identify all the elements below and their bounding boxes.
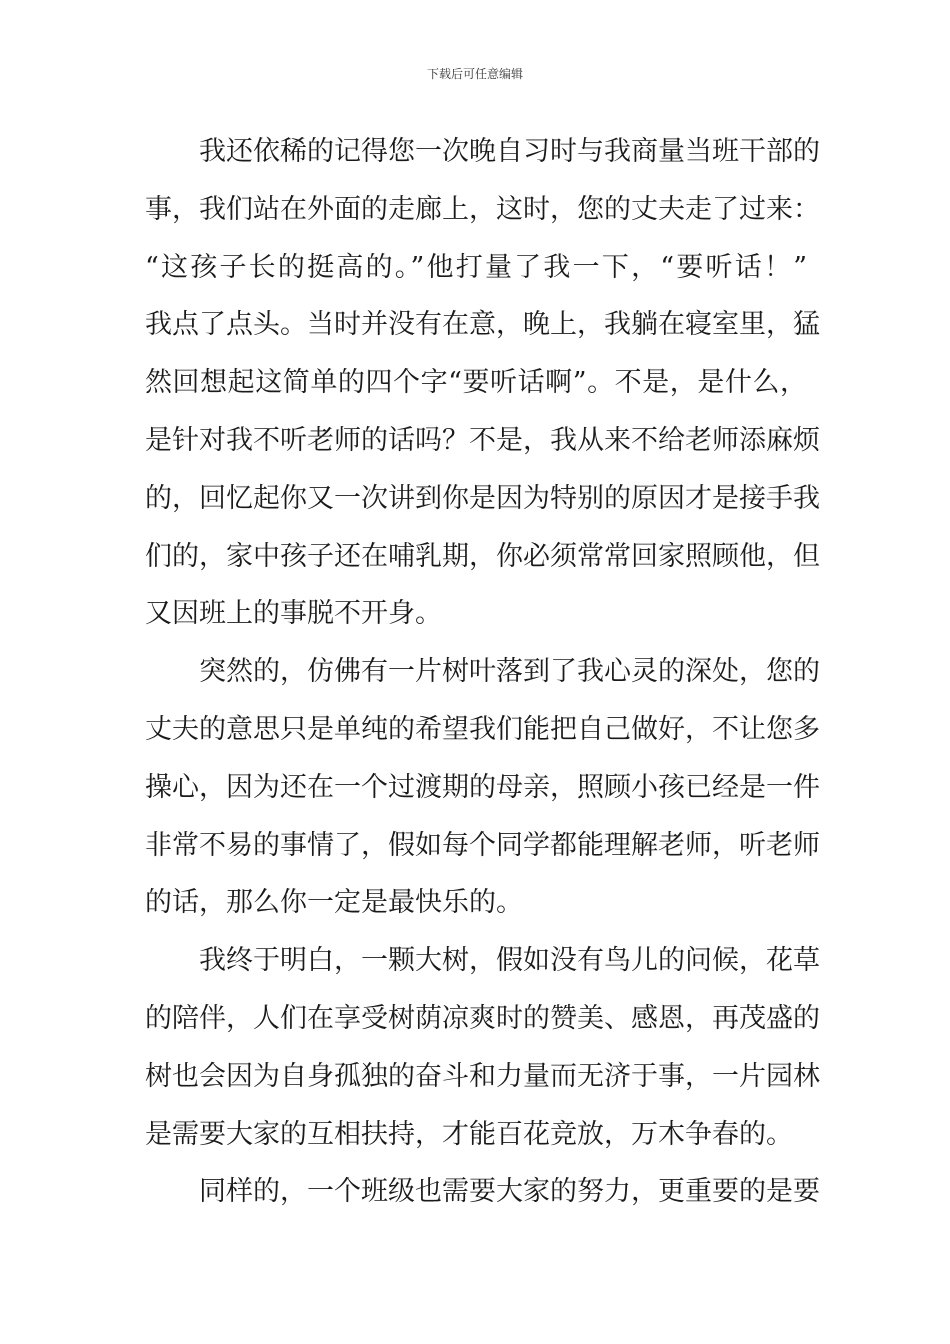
text-line: 是需要大家的互相扶持，才能百花竞放，万木争春的。 (145, 1118, 793, 1150)
text-line: 突然的，仿佛有一片树叶落到了我心灵的深处，您的 (199, 656, 820, 688)
text-line: 我终于明白，一颗大树，假如没有鸟儿的问候，花草 (199, 945, 820, 977)
text-line: 的话，那么你一定是最快乐的。 (145, 887, 523, 919)
text-line: 我还依稀的记得您一次晚自习时与我商量当班干部的 (199, 136, 820, 167)
text-line: 事，我们站在外面的走廊上，这时，您的丈夫走了过来： (145, 193, 820, 225)
body-text (145, 130, 820, 1228)
text-line: 树也会因为自身孤独的奋斗和力量而无济于事，一片园林 (145, 1060, 820, 1092)
text-line: 非常不易的事情了，假如每个同学都能理解老师，听老师 (145, 829, 820, 861)
text-line: 同样的，一个班级也需要大家的努力，更重要的是要 (199, 1176, 820, 1208)
page-header: 下载后可任意编辑 (426, 67, 523, 81)
text-line: “这孩子长的挺高的。”他打量了我一下，“要听话！” (145, 251, 807, 283)
text-line: 操心，因为还在一个过渡期的母亲，照顾小孩已经是一件 (145, 771, 820, 803)
text-line: 又因班上的事脱不开身。 (145, 598, 442, 630)
text-line: 们的，家中孩子还在哺乳期，你必须常常回家照顾他，但 (145, 540, 820, 572)
text-line: 然回想起这简单的四个字“要听话啊”。不是，是什么， (145, 367, 807, 399)
text-line: 我点了点头。当时并没有在意，晚上，我躺在寝室里，猛 (145, 309, 820, 341)
text-line: 是针对我不听老师的话吗？不是，我从来不给老师添麻烦 (145, 424, 820, 456)
text-line: 的陪伴，人们在享受树荫凉爽时的赞美、感恩，再茂盛的 (145, 1002, 820, 1034)
text-line: 的，回忆起你又一次讲到你是因为特别的原因才是接手我 (145, 482, 820, 514)
text-line: 丈夫的意思只是单纯的希望我们能把自己做好，不让您多 (145, 713, 820, 745)
